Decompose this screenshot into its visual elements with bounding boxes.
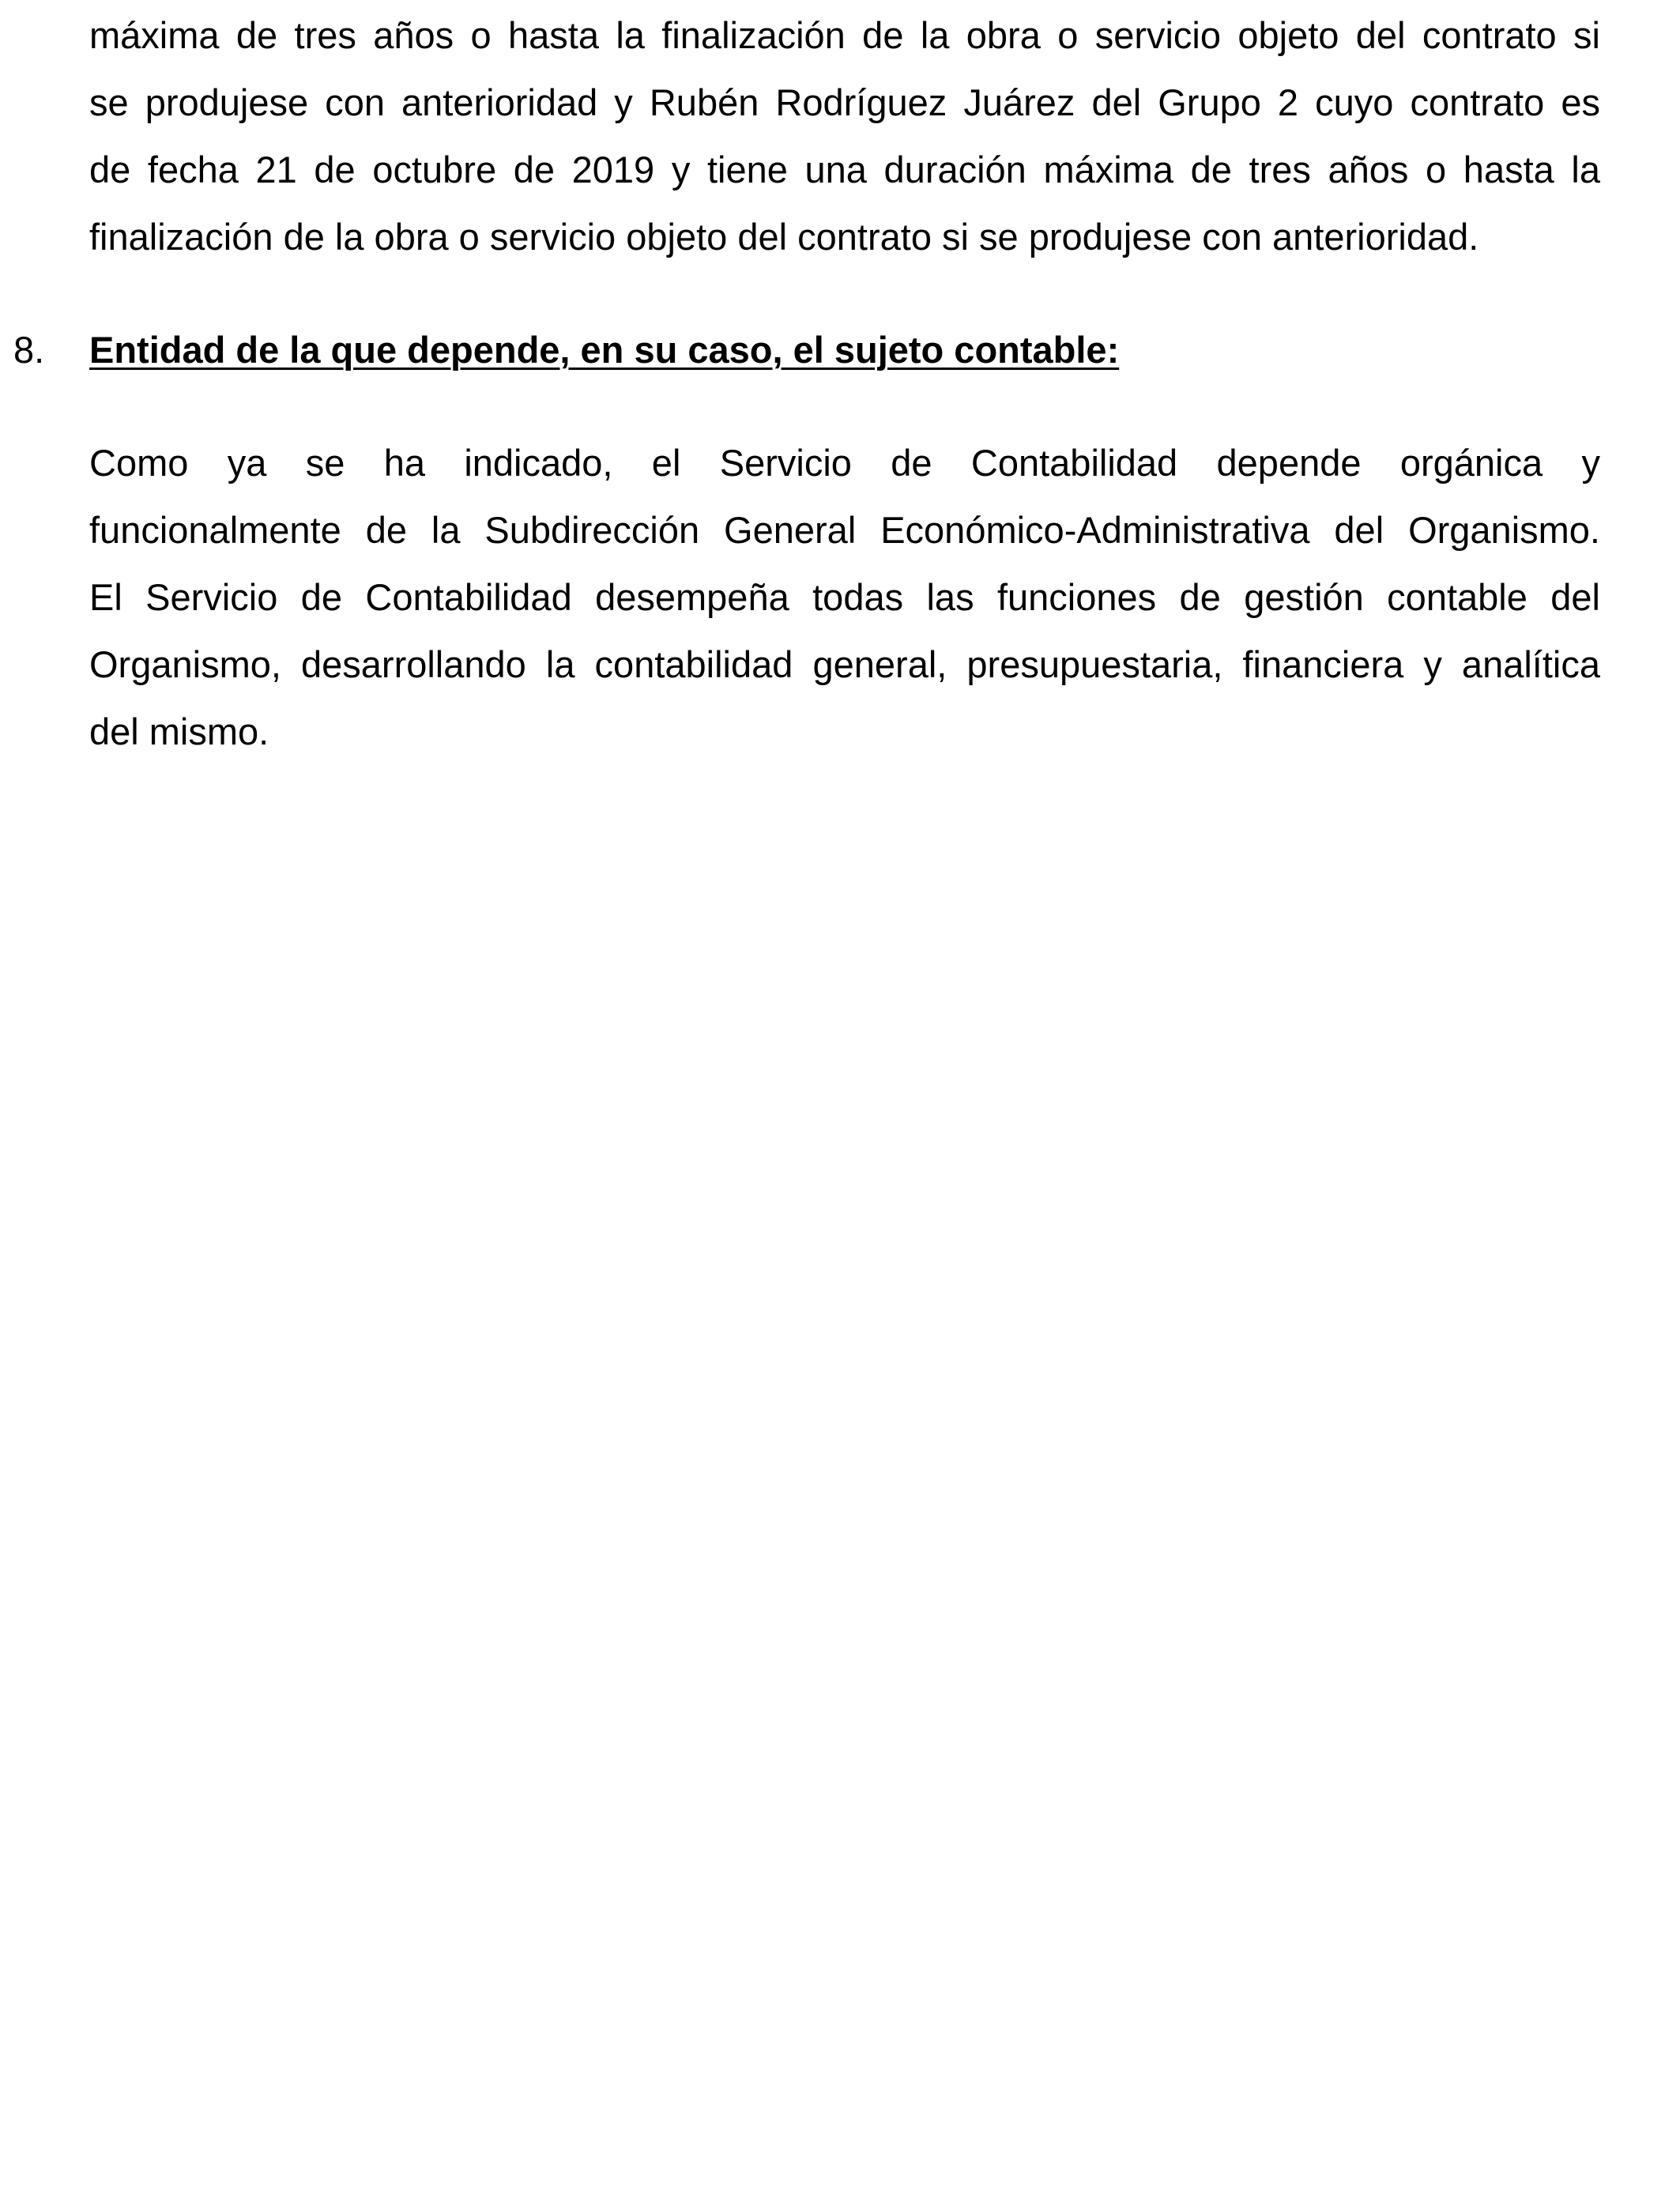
section-number: 8. — [13, 329, 45, 371]
paragraph-line: máxima de tres años o hasta la finalización de la obra o servicio objeto del contrato si — [89, 14, 1600, 56]
paragraph-line: funcionalmente de la Subdirección General Económico-Administrativa del Organismo. — [89, 509, 1600, 551]
paragraph-line: finalización de la obra o servicio objeto del contrato si se produjese con anterioridad. — [89, 216, 1479, 258]
section-body-paragraph — [89, 429, 1600, 765]
paragraph-line: Como ya se ha indicado, el Servicio de Contabilidad depende orgánica y — [89, 442, 1600, 484]
section-heading: Entidad de la que depende, en su caso, el sujeto contable: — [89, 329, 1120, 371]
paragraph-line: Organismo, desarrollando la contabilidad general, presupuestaria, financiera y analítica — [89, 643, 1600, 685]
paragraph-line: se produjese con anterioridad y Rubén Rodríguez Juárez del Grupo 2 cuyo contrato es — [89, 81, 1600, 123]
paragraph-line: El Servicio de Contabilidad desempeña todas las funciones de gestión contable del — [89, 576, 1600, 618]
continuation-paragraph — [89, 2, 1600, 270]
paragraph-line: de fecha 21 de octubre de 2019 y tiene una duración máxima de tres años o hasta la — [89, 149, 1600, 190]
paragraph-line: del mismo. — [89, 711, 269, 752]
